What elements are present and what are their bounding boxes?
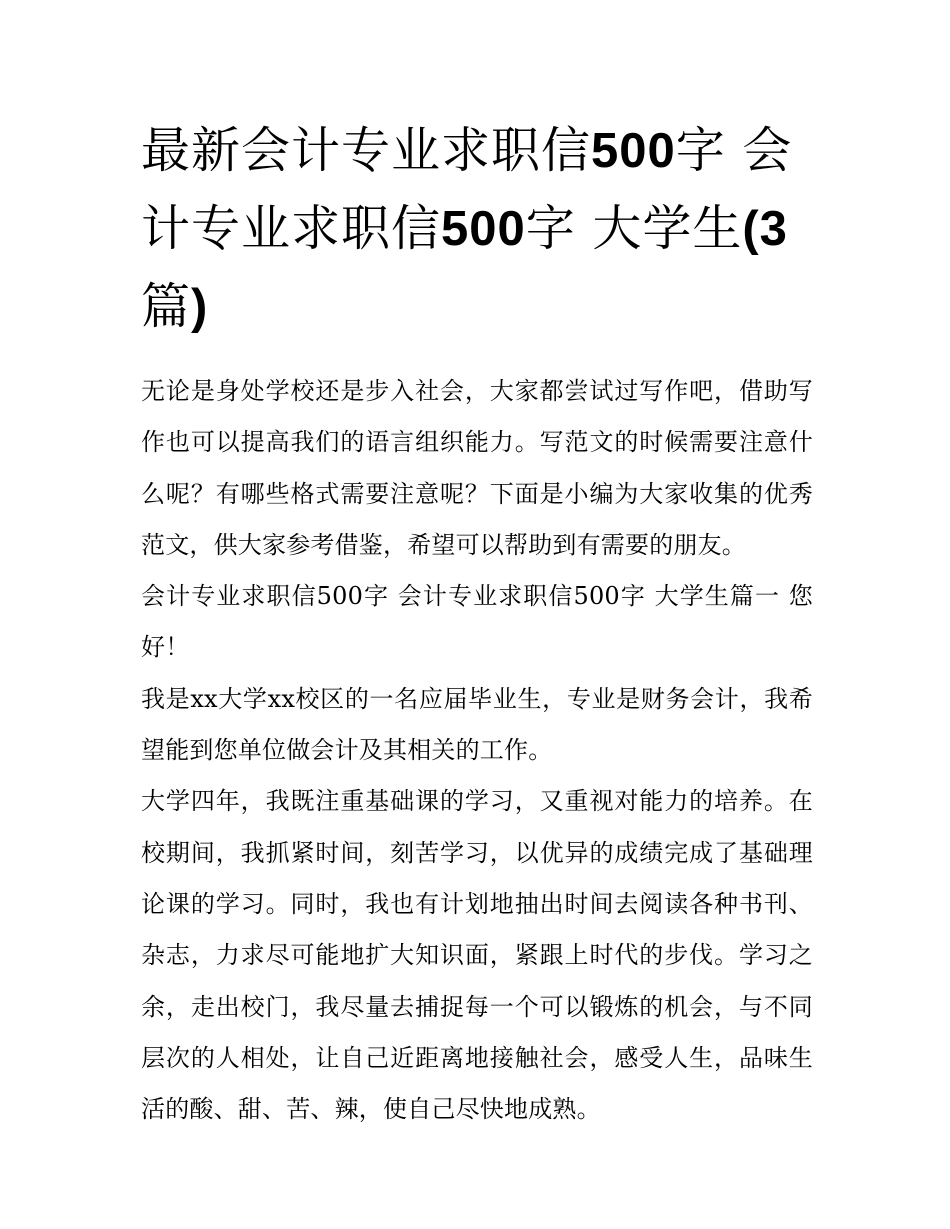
document-title: 最新会计专业求职信500字 会计专业求职信500字 大学生(3篇) <box>141 122 793 335</box>
university-study-paragraph: 大学四年，我既注重基础课的学习，又重视对能力的培养。在校期间，我抓紧时间，刻苦学习，以优异的成绩完成了基础理论课的学习。同时，我也有计划地抽出时间去阅读各种书刊、杂志，力求尽可能地扩大知识面，紧跟上时代的步伐。学习之余，走出校门，我尽量去捕捉每一个可以锻炼的机会，与不同层次的人相处，让自己近距离地接触社会，感受人生，品味生活的酸、甜、苦、辣，使自己尽快地成熟。 <box>141 787 813 1124</box>
document-body <box>141 366 813 1135</box>
document-page <box>141 112 813 1135</box>
self-introduction-paragraph: 我是xx大学xx校区的一名应届毕业生，专业是财务会计，我希望能到您单位做会计及其相关的工作。 <box>141 684 813 765</box>
intro-paragraph: 无论是身处学校还是步入社会，大家都尝试过写作吧，借助写作也可以提高我们的语言组织能力。写范文的时候需要注意什么呢？有哪些格式需要注意呢？下面是小编为大家收集的优秀范文，供大家参考借鉴，希望可以帮助到有需要的朋友。 <box>141 377 813 559</box>
letter-heading-paragraph: 会计专业求职信500字 会计专业求职信500字 大学生篇一 您好！ <box>141 582 813 662</box>
